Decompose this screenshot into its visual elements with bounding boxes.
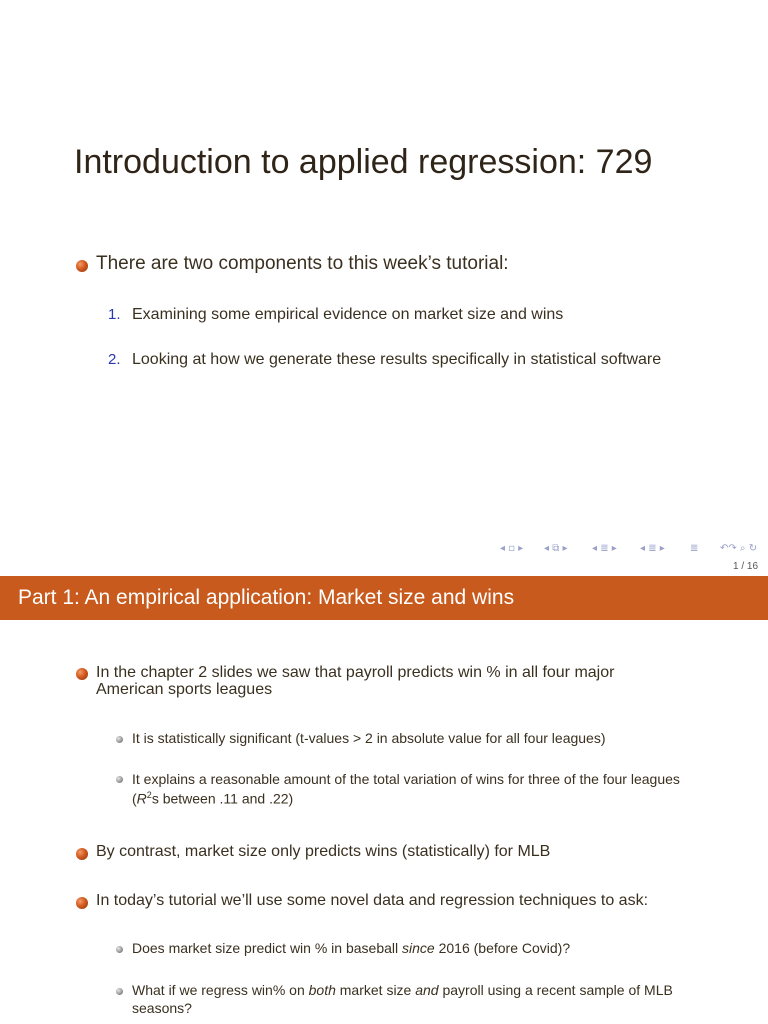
slide-header-title: Part 1: An empirical application: Market size and wins bbox=[18, 586, 515, 609]
bullet-icon bbox=[76, 897, 88, 909]
bullet-icon bbox=[76, 260, 88, 272]
text-fragment: Does market size predict win % in baseball bbox=[132, 940, 403, 956]
sub-bullet-icon bbox=[116, 736, 123, 743]
sub-bullet-icon bbox=[116, 776, 123, 783]
bullet-text: In today’s tutorial we’ll use some novel data and regression techniques to ask: bbox=[96, 892, 649, 909]
slide-2 bbox=[0, 576, 768, 1024]
bullet-text: In the chapter 2 slides we saw that payroll predicts win % in all four major bbox=[96, 664, 615, 681]
sub-bullet-icon bbox=[116, 988, 123, 995]
superscript: 2 bbox=[146, 790, 152, 800]
slide-header-bar bbox=[0, 576, 768, 620]
main-bullet-text: There are two components to this week’s tutorial: bbox=[96, 253, 509, 274]
text-fragment: What if we regress win% on bbox=[132, 982, 309, 998]
emphasis: and bbox=[415, 982, 439, 998]
emphasis: since bbox=[402, 940, 435, 956]
sub-bullet-text bbox=[132, 940, 570, 956]
text-fragment: payroll using a recent sample of MLB bbox=[438, 982, 673, 998]
beamer-navigation-bar bbox=[500, 543, 765, 559]
slide-title: Introduction to applied regression: 729 bbox=[74, 143, 653, 181]
bullet-icon bbox=[76, 668, 88, 680]
sub-bullet-text: It explains a reasonable amount of the total variation of wins for three of the four leagues bbox=[132, 771, 680, 787]
text-fragment: ( bbox=[132, 790, 137, 807]
text-fragment: s between .11 and .22) bbox=[151, 790, 294, 807]
bullet-icon bbox=[76, 848, 88, 860]
sub-bullet-text-cont bbox=[132, 790, 293, 807]
sub-bullet-text-cont: seasons? bbox=[132, 1000, 192, 1016]
sub-bullet-icon bbox=[116, 946, 123, 953]
bullet-text-cont: American sports leagues bbox=[96, 681, 273, 698]
nav-frame-icon[interactable]: ◂ ⧉ ▸ bbox=[544, 543, 568, 554]
nav-subsection-icon[interactable]: ◂ ≣ ▸ bbox=[592, 543, 617, 554]
item-text: Looking at how we generate these results specifically in statistical software bbox=[132, 351, 662, 368]
sub-bullet-text: It is statistically significant (t-values > 2 in absolute value for all four leagues) bbox=[132, 730, 606, 746]
nav-section-icon[interactable]: ◂ ≣ ▸ bbox=[640, 543, 665, 554]
bullet-text: By contrast, market size only predicts wins (statistically) for MLB bbox=[96, 843, 551, 860]
text-fragment: market size bbox=[335, 982, 416, 998]
item-text: Examining some empirical evidence on market size and wins bbox=[132, 306, 564, 323]
nav-prev-arrow-icon[interactable]: ◂ ▫ ▸ bbox=[500, 543, 524, 554]
nav-search-icon[interactable]: ↶↷ ⌕ ↻ bbox=[720, 543, 758, 554]
item-number: 2. bbox=[108, 351, 121, 368]
sub-bullet-text bbox=[132, 982, 673, 998]
page-number: 1 / 16 bbox=[733, 561, 759, 572]
text-fragment: 2016 (before Covid)? bbox=[434, 940, 571, 956]
nav-appendix-icon[interactable]: ≣ bbox=[690, 543, 699, 554]
emphasis: both bbox=[308, 982, 336, 998]
r-symbol: R bbox=[136, 790, 147, 807]
item-number: 1. bbox=[108, 306, 121, 323]
